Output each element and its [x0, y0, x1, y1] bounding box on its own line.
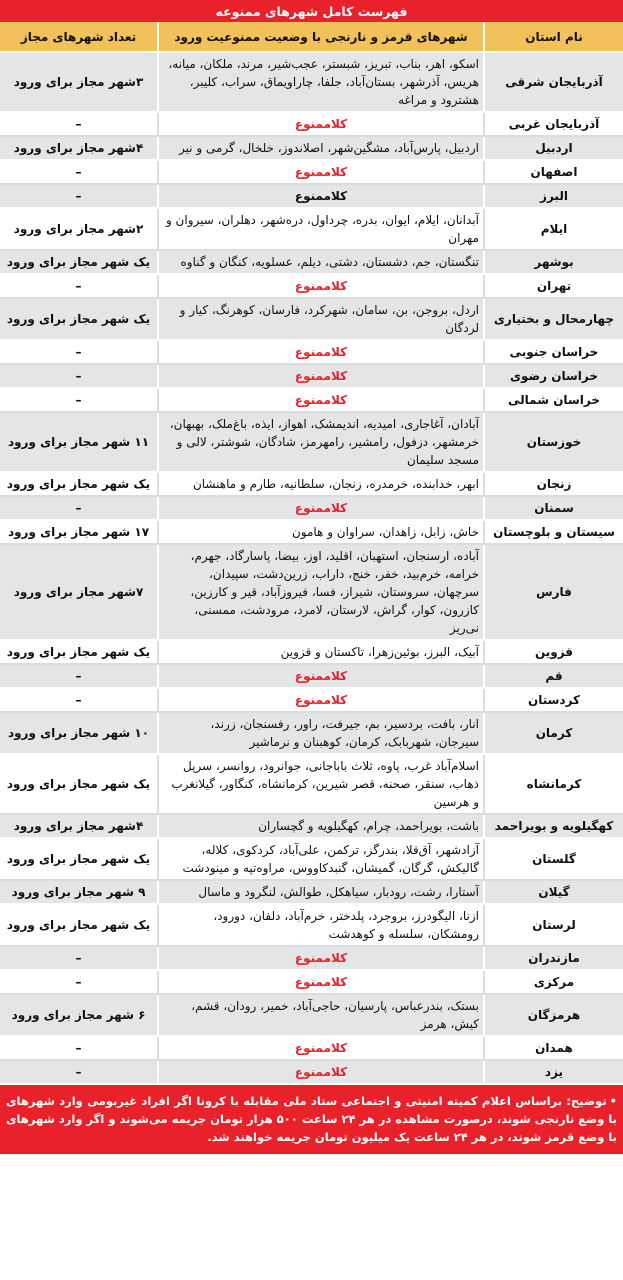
table-row [0, 755, 623, 815]
restricted-cities: آبیک، البرز، بوئین‌زهرا، تاکستان و قزوین [157, 641, 483, 665]
table-row [0, 641, 623, 665]
table-row [0, 713, 623, 755]
restricted-cities: باشت، بویراحمد، چرام، کهگیلویه و گچساران [157, 815, 483, 839]
allowed-count: ۷شهر مجاز برای ورود [0, 545, 157, 641]
fully-banned-label: کلاممنوع [157, 1061, 483, 1085]
table-row [0, 389, 623, 413]
allowed-count: – [0, 971, 157, 995]
province-name: هرمزگان [483, 995, 623, 1037]
province-name: گلستان [483, 839, 623, 881]
table-row [0, 365, 623, 389]
table-row [0, 251, 623, 275]
table-row [0, 497, 623, 521]
table-row [0, 1061, 623, 1085]
fully-banned-label: کلاممنوع [157, 497, 483, 521]
fully-banned-label: کلاممنوع [157, 665, 483, 689]
table-row [0, 413, 623, 473]
allowed-count: ۱۰ شهر مجاز برای ورود [0, 713, 157, 755]
allowed-count: – [0, 1061, 157, 1085]
restricted-cities: انار، بافت، بردسیر، بم، جیرفت، راور، رفسنجان، زرند، سیرجان، شهربابک، کرمان، کوهبنان و نرماشیر [157, 713, 483, 755]
fully-banned-label: کلاممنوع [157, 389, 483, 413]
allowed-count: – [0, 1037, 157, 1061]
province-name: سیستان و بلوچستان [483, 521, 623, 545]
province-name: همدان [483, 1037, 623, 1061]
table-row [0, 545, 623, 641]
restricted-cities: آستارا، رشت، رودبار، سیاهکل، طوالش، لنگرود و ماسال [157, 881, 483, 905]
table-row [0, 341, 623, 365]
province-name: البرز [483, 185, 623, 209]
header-count: تعداد شهرهای مجاز [0, 22, 157, 53]
allowed-count: – [0, 389, 157, 413]
province-name: خوزستان [483, 413, 623, 473]
table-row [0, 815, 623, 839]
header-province: نام استان [483, 22, 623, 53]
footnote [0, 1085, 623, 1154]
restricted-cities: ابهر، خدابنده، خرمدره، زنجان، سلطانیه، طارم و ماهنشان [157, 473, 483, 497]
province-name: سمنان [483, 497, 623, 521]
allowed-count: ۳شهر مجاز برای ورود [0, 53, 157, 113]
restricted-cities: اردبیل، پارس‌آباد، مشگین‌شهر، اصلاندوز، خلخال، گرمی و نیر [157, 137, 483, 161]
province-name: اصفهان [483, 161, 623, 185]
table-row [0, 665, 623, 689]
fully-banned-label: کلاممنوع [157, 689, 483, 713]
fully-banned-label: کلاممنوع [157, 113, 483, 137]
allowed-count: ۴شهر مجاز برای ورود [0, 815, 157, 839]
allowed-count: ۱۷ شهر مجاز برای ورود [0, 521, 157, 545]
restricted-cities: آزادشهر، آق‌قلا، بندرگز، ترکمن، علی‌آباد، کردکوی، کلاله، گالیکش، گرگان، گمیشان، گنبدکاووس، مراوه‌تپه و مینودشت [157, 839, 483, 881]
restricted-cities: اردل، بروجن، بن، سامان، شهرکرد، فارسان، کوهرنگ، کیار و لردگان [157, 299, 483, 341]
province-name: اردبیل [483, 137, 623, 161]
allowed-count: – [0, 947, 157, 971]
province-name: چهارمحال و بختیاری [483, 299, 623, 341]
fully-banned-label: کلاممنوع [157, 365, 483, 389]
allowed-count: – [0, 497, 157, 521]
header-cities: شهرهای قرمز و نارنجی با وضعیت ممنوعیت ورود [157, 22, 483, 53]
province-name: فارس [483, 545, 623, 641]
allowed-count: یک شهر مجاز برای ورود [0, 905, 157, 947]
table-row [0, 161, 623, 185]
table-row [0, 905, 623, 947]
fully-banned-label: کلاممنوع [157, 971, 483, 995]
table-row [0, 521, 623, 545]
allowed-count: ۱۱ شهر مجاز برای ورود [0, 413, 157, 473]
table-row [0, 971, 623, 995]
allowed-count: یک شهر مجاز برای ورود [0, 641, 157, 665]
table-row [0, 995, 623, 1037]
province-name: گیلان [483, 881, 623, 905]
allowed-count: – [0, 185, 157, 209]
allowed-count: یک شهر مجاز برای ورود [0, 755, 157, 815]
banned-cities-table [0, 22, 623, 1085]
province-name: آذربایجان شرقی [483, 53, 623, 113]
province-name: قم [483, 665, 623, 689]
province-name: لرستان [483, 905, 623, 947]
allowed-count: – [0, 365, 157, 389]
province-name: تهران [483, 275, 623, 299]
restricted-cities: آبادان، آغاجاری، امیدیه، اندیمشک، اهواز، ایذه، باغ‌ملک، بهبهان، خرمشهر، دزفول، رامشیر، رامهرمز، شادگان، شوشتر، لالی و مسجد سلیمان [157, 413, 483, 473]
table-row [0, 947, 623, 971]
table-row [0, 113, 623, 137]
fully-banned-label: کلاممنوع [157, 947, 483, 971]
table-row [0, 839, 623, 881]
restricted-cities: بستک، بندرعباس، پارسیان، حاجی‌آباد، خمیر، رودان، قشم، کیش، هرمز [157, 995, 483, 1037]
allowed-count: ۶ شهر مجاز برای ورود [0, 995, 157, 1037]
fully-banned-label: کلاممنوع [157, 1037, 483, 1061]
table-header [0, 22, 623, 53]
footnote-text: توضیح: براساس اعلام کمیته امنیتی و اجتماعی ستاد ملی مقابله با کرونا اگر افراد غیربومی وارد شهرهای با وضع نارنجی شوند، درصورت مشاهده در هر ۲۴ ساعت ۵۰۰ هزار تومان جریمه می‌شوند و اگر وارد شهرهای با وضع قرمز شوند، در هر ۲۴ ساعت یک میلیون تومان جریمه خواهند شد. [6, 1094, 618, 1144]
province-name: بوشهر [483, 251, 623, 275]
province-name: کرمانشاه [483, 755, 623, 815]
allowed-count: – [0, 275, 157, 299]
province-name: مرکزی [483, 971, 623, 995]
table-row [0, 881, 623, 905]
allowed-count: یک شهر مجاز برای ورود [0, 839, 157, 881]
fully-banned-label: کلاممنوع [157, 161, 483, 185]
allowed-count: ۲شهر مجاز برای ورود [0, 209, 157, 251]
province-name: خراسان رضوی [483, 365, 623, 389]
table-body [0, 53, 623, 1085]
allowed-count: یک شهر مجاز برای ورود [0, 251, 157, 275]
table-row [0, 689, 623, 713]
allowed-count: یک شهر مجاز برای ورود [0, 299, 157, 341]
province-name: یزد [483, 1061, 623, 1085]
table-row [0, 209, 623, 251]
restricted-cities: اسلام‌آباد غرب، پاوه، ثلاث باباجانی، جوانرود، روانسر، سرپل ذهاب، سنقر، صحنه، قصر شیرین، کرمانشاه، کنگاور، گیلانغرب و هرسین [157, 755, 483, 815]
allowed-count: – [0, 161, 157, 185]
bullet-icon: • [609, 1094, 617, 1108]
table-row [0, 53, 623, 113]
restricted-cities: خاش، زابل، زاهدان، سراوان و هامون [157, 521, 483, 545]
province-name: آذربایجان غربی [483, 113, 623, 137]
restricted-cities: ازنا، الیگودرز، بروجرد، پلدختر، خرم‌آباد، دلفان، دورود، رومشکان، سلسله و کوهدشت [157, 905, 483, 947]
province-name: زنجان [483, 473, 623, 497]
table-title: فهرست کامل شهرهای ممنوعه [0, 0, 623, 22]
province-name: ایلام [483, 209, 623, 251]
province-name: کهگیلویه و بویراحمد [483, 815, 623, 839]
table-row [0, 473, 623, 497]
allowed-count: ۹ شهر مجاز برای ورود [0, 881, 157, 905]
table-row [0, 185, 623, 209]
allowed-count: – [0, 113, 157, 137]
restricted-cities: کلاممنوع [157, 185, 483, 209]
allowed-count: یک شهر مجاز برای ورود [0, 473, 157, 497]
restricted-cities: تنگستان، جم، دشستان، دشتی، دیلم، عسلویه، کنگان و گناوه [157, 251, 483, 275]
restricted-cities: اسکو، اهر، بناب، تبریز، شبستر، عجب‌شیر، مرند، ملکان، میانه، هریس، آذرشهر، بستان‌آباد، جلفا، چاراویماق، سراب، کلیبر، هشترود و مراغه [157, 53, 483, 113]
fully-banned-label: کلاممنوع [157, 341, 483, 365]
province-name: مازندران [483, 947, 623, 971]
province-name: کردستان [483, 689, 623, 713]
province-name: خراسان جنوبی [483, 341, 623, 365]
table-row [0, 1037, 623, 1061]
province-name: قزوین [483, 641, 623, 665]
table-row [0, 299, 623, 341]
table-row [0, 137, 623, 161]
allowed-count: – [0, 341, 157, 365]
province-name: خراسان شمالی [483, 389, 623, 413]
table-row [0, 275, 623, 299]
allowed-count: – [0, 689, 157, 713]
allowed-count: – [0, 665, 157, 689]
restricted-cities: آبدانان، ایلام، ایوان، بدره، چرداول، دره‌شهر، دهلران، سیروان و مهران [157, 209, 483, 251]
province-name: کرمان [483, 713, 623, 755]
restricted-cities: آباده، ارسنجان، استهبان، اقلید، اوز، بیضا، پاسارگاد، جهرم، خرامه، خرم‌بید، خفر، خنج، داراب، زرین‌دشت، سپیدان، سرچهان، سروستان، شیراز، فسا، فیروزآباد، قیر و کارزین، کازرون، کوار، گراش، لارستان، لامرد، مرودشت، ممسنی، نی‌ریز [157, 545, 483, 641]
allowed-count: ۴شهر مجاز برای ورود [0, 137, 157, 161]
fully-banned-label: کلاممنوع [157, 275, 483, 299]
